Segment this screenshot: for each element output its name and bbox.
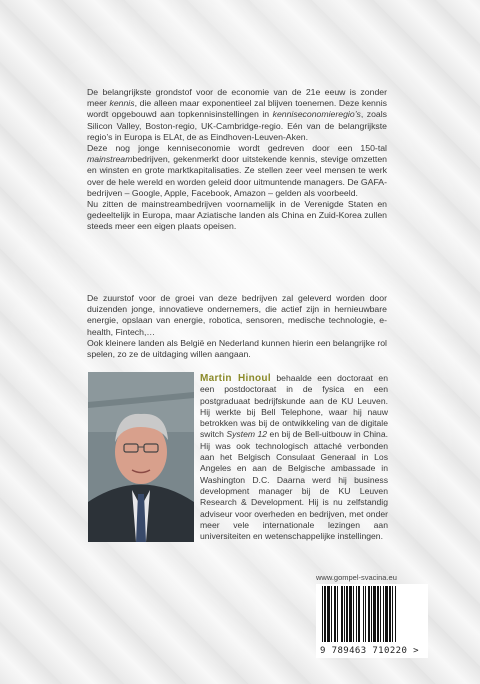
author-name: Martin Hinoul — [200, 373, 271, 384]
barcode-bars — [322, 586, 422, 642]
paragraph: Deze nog jonge kenniseconomie wordt gedreven door een 150-tal mainstreambedrijven, gekenmerkt door uitstekende kennis, stevige omzetten en winsten en grote marktkapitalisaties. Ze stellen zeer veel mensen te werk over de hele wereld en worden geleid door uitmuntende managers. De GAFA-bedrijven – Google, Apple, Facebook, Amazon – gelden als voorbeeld. — [87, 143, 387, 198]
publisher-url: www.gompel-svacina.eu — [316, 573, 397, 582]
isbn-digits: 9 789463 710220 — [320, 646, 408, 656]
isbn-marker: > — [413, 646, 419, 656]
author-bio-text: behaalde een doctoraat en een postdoctoraat in de fysica en een postgraduaat bedrijfskunde aan de KU Leuven. Hij werkte bij Bell Telephone, waar hij nauw betrokken was bij de ontwikkeling van de digitale switch System 12 en bij de Bell-uitbouw in China. Hij was ook technologisch attaché verbonden aan het Belgisch Consulaat Generaal in Los Angeles en aan de Belgische ambassade in Washington D.C. Daarna werd hij business development manager bij de KU Leuven Research & Development. Hij is nu zelfstandig adviseur voor overheden en bedrijven, met onder meer vele internationale lezingen aan universiteiten en wetenschappelijke instellingen. — [200, 373, 388, 542]
isbn-number — [320, 646, 419, 656]
paragraph: De belangrijkste grondstof voor de economie van de 21e eeuw is zonder meer kennis, die alleen maar exponentieel zal blijven toenemen. Deze kennis wordt opgebouwd aan topkennisinstellingen in kenniseconomieregio’s, zoals Silicon Valley, Boston-regio, UK-Cambridge-regio. Eén van de belangrijkste regio’s in Europa is ELAt, de as Eindhoven-Leuven-Aken. — [87, 87, 388, 142]
back-cover-second-text — [87, 293, 387, 360]
paragraph: Ook kleinere landen als België en Nederland kunnen hierin een belangrijke rol spelen, zo ze de uitdaging willen aangaan. — [87, 337, 387, 360]
paragraph: De zuurstof voor de groei van deze bedrijven zal geleverd worden door duizenden jonge, innovatieve ondernemers, die actief zijn in hernieuwbare energie, opslaan van energie, robotica, sensoren, medische technologie, e-health, Fintech,… — [87, 293, 387, 337]
author-photo — [88, 372, 194, 542]
author-bio — [200, 373, 388, 542]
paragraph: Nu zitten de mainstreambedrijven voornamelijk in de Verenigde Staten en gedeeltelijk in Europa, maar Aziatische landen als China en Zuid-Korea zullen steeds meer een eigen plaats opeisen. — [87, 199, 387, 232]
back-cover-intro-text — [87, 87, 387, 233]
